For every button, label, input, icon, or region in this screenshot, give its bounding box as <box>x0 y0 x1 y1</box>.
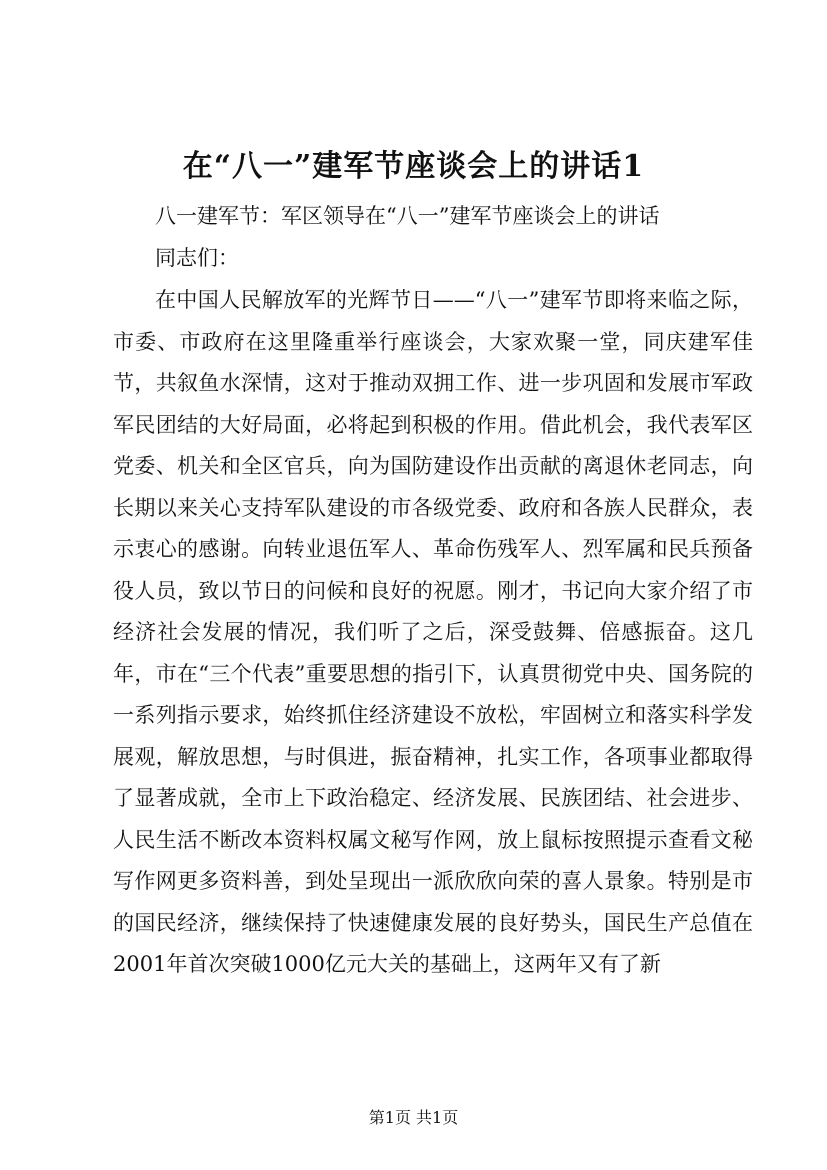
page-footer <box>0 1106 827 1130</box>
body-paragraph: 在中国人民解放军的光辉节日——“八一”建军节即将来临之际，市委、市政府在这里隆重举行座谈会，大家欢聚一堂，同庆建军佳节，共叙鱼水深情，这对于推动双拥工作、进一步巩固和发展市军政军民团结的大好局面，必将起到积极的作用。借此机会，我代表军区党委、机关和全区官兵，向为国防建设作出贡献的离退休老同志，向长期以来关心支持军队建设的市各级党委、政府和各族人民群众，表示衷心的感谢。向转业退伍军人、革命伤残军人、烈军属和民兵预备役人员，致以节日的问候和良好的祝愿。刚才，书记向大家介绍了市经济社会发展的情况，我们听了之后，深受鼓舞、倍感振奋。这几年，市在“三个代表”重要思想的指引下，认真贯彻党中央、国务院的一系列指示要求，始终抓住经济建设不放松，牢固树立和落实科学发展观，解放思想，与时俱进，振奋精神，扎实工作，各项事业都取得了显著成就，全市上下政治稳定、经济发展、民族团结、社会进步、人民生活不断改本资料权属文秘写作网，放上鼠标按照提示查看文秘写作网更多资料善，到处呈现出一派欣欣向荣的喜人景象。特别是市的国民经济，继续保持了快速健康发展的良好势头，国民生产总值在2001年首次突破1000亿元大关的基础上，这两年又有了新 <box>113 288 753 976</box>
salutation-paragraph: 同志们： <box>155 246 239 270</box>
subtitle-paragraph: 八一建军节：军区领导在“八一”建军节座谈会上的讲话 <box>155 204 660 228</box>
page-number-label: 第1页 共1页 <box>368 1108 459 1127</box>
document-title: 在“八一”建军节座谈会上的讲话1 <box>182 149 645 184</box>
